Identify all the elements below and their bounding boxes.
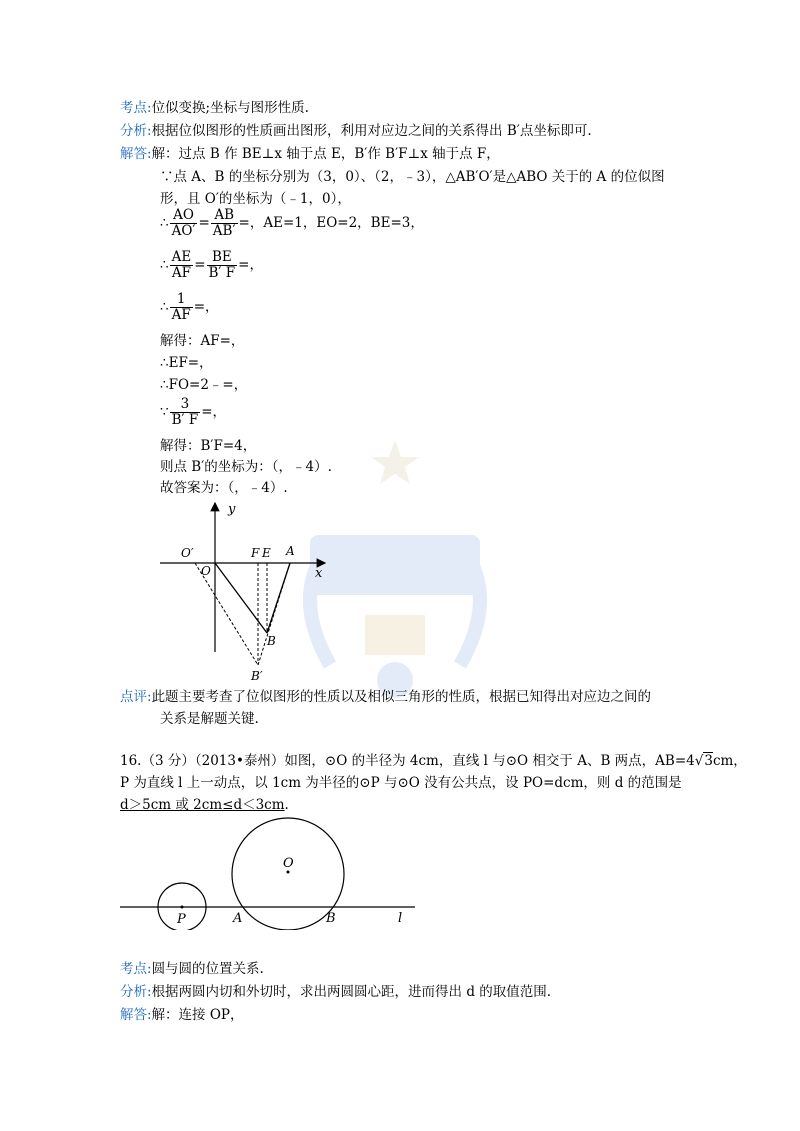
equals: = — [194, 257, 206, 273]
equation-ratio-3 — [160, 292, 219, 323]
q16-kaodian-line — [120, 960, 264, 978]
q16-answer-line — [120, 796, 289, 814]
label-A: A — [286, 544, 295, 558]
q15-jieda-line — [120, 145, 500, 163]
solution-line: 故答案为：（，﹣4）. — [160, 480, 288, 496]
segment-AB' — [258, 563, 290, 665]
solution-line: 解：过点 B 作 BE⊥x 轴于点 E，B′作 B′F⊥x 轴于点 F， — [151, 146, 500, 162]
kaodian-tag: 考点: — [120, 100, 152, 116]
denominator: B′ F — [171, 412, 199, 428]
solution-line: 解得：AF=， — [160, 333, 245, 349]
solution-line: 形，且 O′的坐标为（﹣1，0）， — [160, 191, 351, 207]
answer-end: . — [284, 797, 289, 813]
denominator: AO′ — [171, 223, 196, 239]
sqrt-sign: √ — [694, 753, 704, 769]
fraction — [207, 250, 238, 281]
denominator: AF — [171, 265, 191, 281]
equation-tail: =， — [193, 299, 219, 315]
fenxi-text: 根据两圆内切和外切时，求出两圆圆心距，进而得出 d 的取值范围. — [151, 984, 552, 1000]
solution-line: 则点 B′的坐标为：（，﹣4）. — [160, 459, 332, 475]
label-B-prime: B′ — [251, 669, 263, 683]
solution-line: ∵点 A、B 的坐标分别为（3，0）、（2，﹣3），△AB′O′是△ABO 关于的 A 的位似图 — [160, 169, 665, 185]
center-P — [181, 906, 184, 909]
stem-text: 16.（3 分）（2013•泰州）如图，⊙O 的半径为 4cm，直线 l 与⊙O 相交于 A、B 两点，AB=4 — [120, 753, 695, 769]
solution-line: 解得：B′F=4， — [160, 438, 257, 454]
equation-tail: =，AE=1，EO=2，BE=3， — [238, 215, 424, 231]
numerator: 3 — [170, 397, 201, 413]
q16-stem-line-2: P 为直线 l 上一动点，以 1cm 为半径的⊙P 与⊙O 没有公共点，设 PO=dcm，则 d 的范围是 — [120, 775, 682, 791]
equation-ratio-4 — [160, 397, 226, 428]
kaodian-text: 位似变换;坐标与图形性质. — [151, 100, 309, 116]
solution-line: ∴FO=2﹣=， — [160, 377, 248, 393]
equals: = — [198, 215, 210, 231]
q15-kaodian-line — [120, 99, 309, 117]
solution-line: ∴EF=， — [160, 355, 213, 371]
numerator: AB — [211, 208, 238, 224]
homothety-figure — [155, 497, 335, 687]
because-symbol: ∵ — [160, 404, 169, 420]
label-F: F — [251, 546, 260, 560]
sqrt-radicand: 3 — [704, 753, 713, 769]
therefore-symbol: ∴ — [160, 215, 169, 231]
kaodian-text: 圆与圆的位置关系. — [151, 961, 264, 977]
fraction — [170, 250, 194, 281]
answer-text: d＞5cm 或 2cm≤d＜3cm — [120, 797, 285, 813]
numerator: BE — [207, 250, 238, 266]
segment-OB — [215, 563, 267, 633]
numerator: 1 — [170, 292, 193, 308]
equation-ratio-2 — [160, 250, 263, 281]
q15-fenxi-line — [120, 122, 592, 140]
equation-tail: =， — [201, 404, 227, 420]
dianping-tag: 点评: — [120, 689, 152, 705]
q16-stem-line-1 — [120, 752, 747, 770]
q15-dianping-line — [120, 688, 651, 706]
label-x: x — [315, 566, 323, 581]
circles-figure — [115, 815, 435, 930]
jieda-tag: 解答: — [120, 146, 152, 162]
dianping-text-2: 关系是解题关键. — [160, 711, 259, 727]
jieda-tag: 解答: — [120, 1007, 152, 1023]
fraction — [170, 208, 198, 239]
numerator: AE — [171, 249, 192, 265]
denominator: AB′ — [212, 223, 236, 239]
equation-ratio-1 — [160, 208, 424, 239]
kaodian-tag: 考点: — [120, 961, 152, 977]
label-E: E — [262, 546, 271, 560]
label-O: O — [283, 856, 294, 871]
fenxi-tag: 分析: — [120, 984, 152, 1000]
denominator: AF — [171, 307, 191, 323]
label-O: O — [201, 564, 211, 578]
label-B: B — [326, 911, 336, 926]
therefore-symbol: ∴ — [160, 257, 169, 273]
label-P: P — [177, 912, 186, 927]
label-l: l — [398, 911, 403, 926]
label-O-prime: O′ — [181, 546, 194, 560]
q16-fenxi-line — [120, 983, 551, 1001]
fraction — [170, 397, 201, 428]
label-B: B — [267, 634, 276, 648]
fenxi-tag: 分析: — [120, 123, 152, 139]
equation-tail: =， — [238, 257, 263, 273]
label-y: y — [228, 502, 236, 517]
solution-line: 解：连接 OP， — [151, 1007, 244, 1023]
dianping-text: 此题主要考查了位似图形的性质以及相似三角形的性质，根据已知得出对应边之间的 — [151, 689, 652, 705]
stem-text: cm， — [712, 753, 747, 769]
fenxi-text: 根据位似图形的性质画出图形，利用对应边之间的关系得出 B′点坐标即可. — [151, 123, 592, 139]
numerator: AO — [170, 208, 198, 224]
denominator: B′ F — [208, 265, 236, 281]
fraction — [170, 292, 193, 323]
fraction — [211, 208, 238, 239]
therefore-symbol: ∴ — [160, 299, 169, 315]
q16-jieda-line — [120, 1006, 244, 1024]
label-A: A — [233, 911, 243, 926]
